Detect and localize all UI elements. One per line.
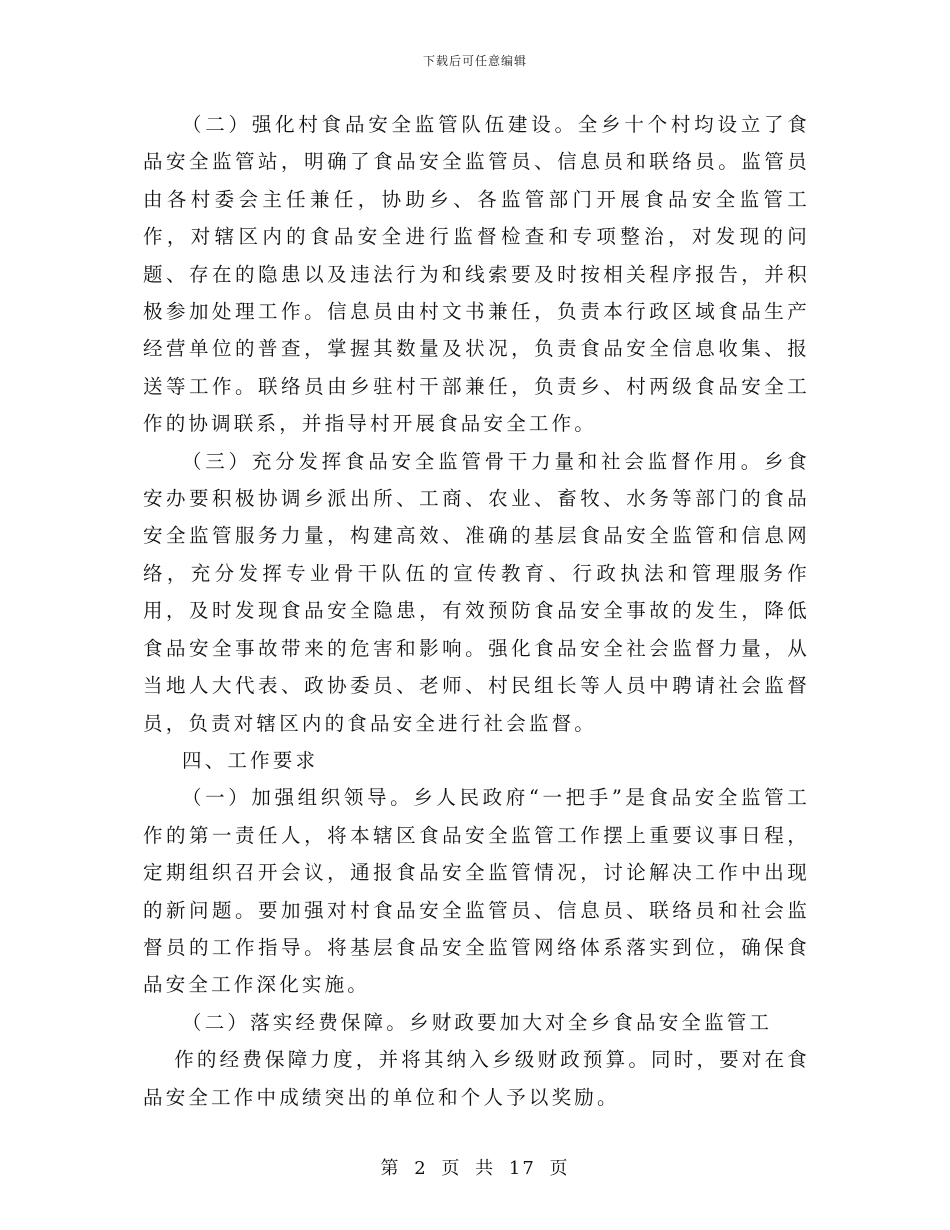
footer-total-pages: 17 <box>508 1158 536 1179</box>
paragraph-funding-continued: 作的经费保障力度，并将其纳入乡级财政预算。同时，要对在食品安全工作中成绩突出的单位和个人予以奖励。 <box>143 1048 810 1109</box>
paragraph-organization-leadership: （一）加强组织领导。乡人民政府“一把手”是食品安全监管工作的第一责任人，将本辖区食品安全监管工作摆上重要议事日程，定期组织召开会议，通报食品安全监管情况，讨论解决工作中出现的新问题。要加强对村食品安全监管员、信息员、联络员和社会监督员的工作指导。将基层食品安全监管网络体系落实到位，确保食品安全工作深化实施。 <box>143 786 810 997</box>
footer-ye-2: 页 <box>549 1158 570 1179</box>
paragraph-social-supervision: （三）充分发挥食品安全监管骨干力量和社会监督作用。乡食安办要积极协调乡派出所、工商、农业、畜牧、水务等部门的食品安全监管服务力量，构建高效、准确的基层食品安全监管和信息网络，充分发挥专业骨干队伍的宣传教育、行政执法和管理服务作用，及时发现食品安全隐患，有效预防食品安全事故的发生，降低食品安全事故带来的危害和影响。强化食品安全社会监督力量，从当地人大代表、政协委员、老师、村民组长等人员中聘请社会监督员，负责对辖区内的食品安全进行社会监督。 <box>143 449 810 735</box>
page-header-note: 下载后可任意编辑 <box>422 54 527 68</box>
footer-gong: 共 <box>475 1158 496 1179</box>
section-heading-work-requirements: 四、工作要求 <box>182 748 319 772</box>
paragraph-funding-guarantee: （二）落实经费保障。乡财政要加大对全乡食品安全监管工 <box>182 1010 773 1034</box>
paragraph-village-supervision: （二）强化村食品安全监管队伍建设。全乡十个村均设立了食品安全监管站，明确了食品安全监管员、信息员和联络员。监管员由各村委会主任兼任，协助乡、各监管部门开展食品安全监管工作，对辖区内的食品安全进行监督检查和专项整治，对发现的问题、存在的隐患以及违法行为和线索要及时按相关程序报告，并积极参加处理工作。信息员由村文书兼任，负责本行政区域食品生产经营单位的普查，掌握其数量及状况，负责食品安全信息收集、报送等工作。联络员由乡驻村干部兼任，负责乡、村两级食品安全工作的协调联系，并指导村开展食品安全工作。 <box>143 113 810 436</box>
footer-page-number: 2 <box>414 1158 428 1179</box>
footer-ye: 页 <box>441 1158 462 1179</box>
document-body <box>143 106 810 1116</box>
footer-di: 第 <box>380 1158 401 1179</box>
page-footer <box>0 1154 950 1180</box>
